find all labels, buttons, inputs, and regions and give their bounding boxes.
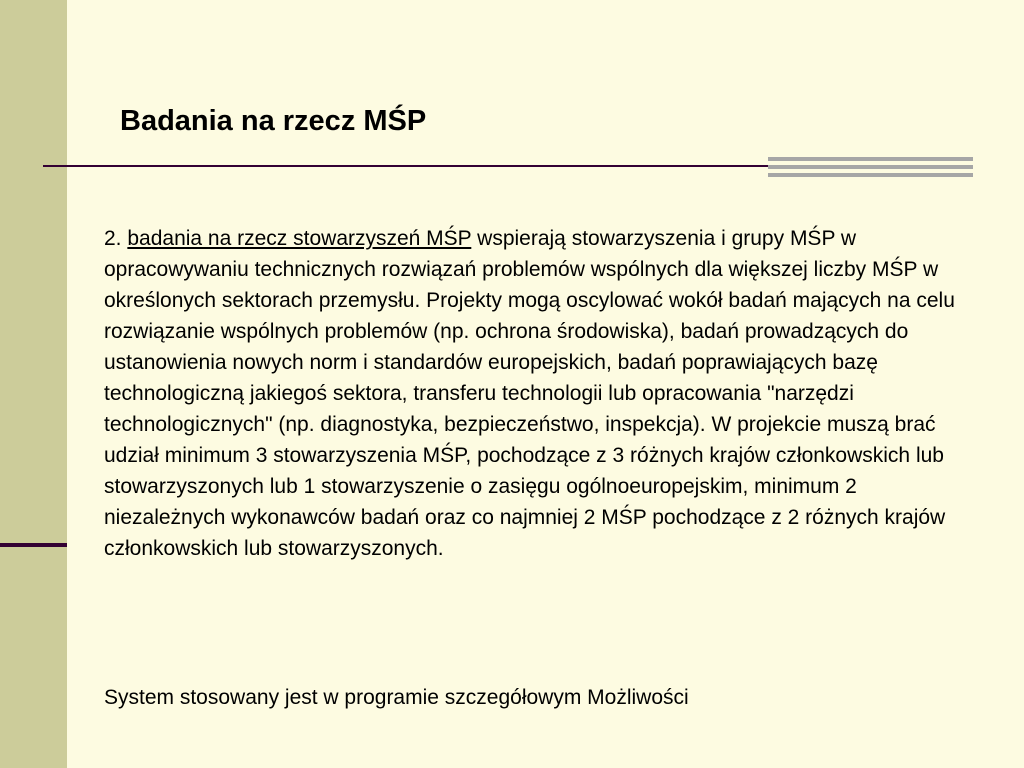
slide-title: Badania na rzecz MŚP	[120, 105, 427, 137]
gray-stripe	[768, 165, 973, 169]
paragraph-number: 2.	[104, 227, 128, 250]
left-sidebar-decoration	[0, 0, 67, 768]
body-paragraph	[104, 223, 984, 564]
gray-stripe-decoration	[768, 157, 973, 179]
gray-stripe	[768, 157, 973, 161]
programme-link[interactable]: badania na rzecz stowarzyszeń MŚP	[127, 227, 472, 250]
left-accent-line	[0, 543, 67, 547]
gray-stripe	[768, 173, 973, 177]
paragraph-text: wspierają stowarzyszenia i grupy MŚP w opracowywaniu technicznych rozwiązań problemów wspólnych dla większej liczby MŚP w określonych sektorach przemysłu. Projekty mogą oscylować wokół badań mających na celu rozwiązanie wspólnych problemów (np. ochrona środowiska), badań prowadzących do ustanowienia nowych norm i standardów europejskich, badań poprawiających bazę technologiczną jakiegoś sektora, transferu technologii lub opracowania "narzędzi technologicznych" (np. diagnostyka, bezpieczeństwo, inspekcja). W projekcie muszą brać udział minimum 3 stowarzyszenia MŚP, pochodzące z 3 różnych krajów członkowskich lub stowarzyszonych lub 1 stowarzyszenie o zasięgu ogólnoeuropejskim, minimum 2 niezależnych wykonawców badań oraz co najmniej 2 MŚP pochodzące z 2 różnych krajów członkowskich lub stowarzyszonych.	[104, 227, 955, 560]
footer-note: System stosowany jest w programie szczegółowym Możliwości	[104, 686, 689, 709]
